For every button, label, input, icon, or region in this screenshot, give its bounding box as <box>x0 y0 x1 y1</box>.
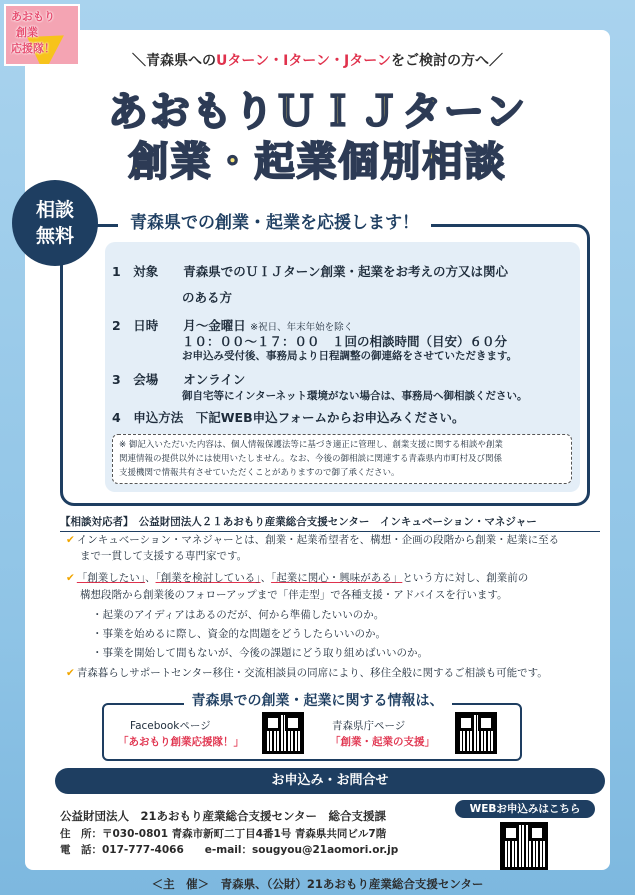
item-2: 2 日時 月～金曜日 ※祝日、年末年始を除く <box>112 318 354 333</box>
check-icon: ✔ <box>66 534 75 546</box>
facebook-link[interactable]: 「あおもり創業応援隊！」 <box>118 736 244 748</box>
subtitle: 青森県での創業・起業を応援します！ <box>118 208 431 233</box>
check-3: ✔ 青森暮らしサポートセンター移住・交流相談員の同席により、移住全般に関するご相談も可能です。 <box>66 667 548 679</box>
logo <box>4 4 80 66</box>
org-name: 公益財団法人 21あおもり産業総合支援センター 総合支援課 <box>60 809 387 823</box>
privacy-note: ※ 御記入いただいた内容は、個人情報保護法等に基づき適正に管理し、創業支援に関する相談や創業 関連情報の提供以外には使用いたしません。なお、今後の御相談に関連する青森県内市町村及び関係 支援機関で情報共有させていただくことがありますので御了承ください。 <box>112 434 572 484</box>
check-2: ✔ 「創業したい」、「創業を検討している」、「起業に関心・興味がある」という方に対し、創業前の <box>66 572 529 584</box>
pref-qr-code[interactable] <box>455 712 497 754</box>
pref-label: 青森県庁ページ <box>332 720 406 732</box>
item-2-time: １０：００～１７：００ １回の相談時間（目安）６０分 <box>182 334 508 349</box>
facebook-label: Facebookページ <box>130 720 211 732</box>
check-1-cont: まで一貫して支援する専門家です。 <box>80 550 248 562</box>
footer-organizer: ＜主 催＞ 青森県、（公財）21あおもり産業総合支援センター <box>151 877 484 891</box>
logo-text-2: 創業 <box>16 26 38 39</box>
title-line-1: あおもりＵＩＪターン <box>107 89 528 135</box>
org-phone: 電 話：017-777-4066 e-mail：sougyou@21aomori.or.jp <box>60 844 399 856</box>
item-4: 4 申込方法 下記WEB申込フォームからお申込みください。 <box>112 410 465 425</box>
tagline: ＼青森県へのUターン・Iターン・Jターンをご検討の方へ／ <box>132 53 503 69</box>
facebook-qr-code[interactable] <box>262 712 304 754</box>
apply-contact-bar: お申込み・お問合せ <box>55 768 605 794</box>
web-apply-qr-code[interactable] <box>500 822 548 870</box>
consultant-header: 【相談対応者】 公益財団法人２１あおもり産業総合支援センター インキュベーション・マネジャー <box>60 514 600 532</box>
bullet-2: ・事業を始めるに際し、資金的な問題をどうしたらいいのか。 <box>92 628 386 640</box>
item-3: 3 会場 オンライン <box>112 372 246 387</box>
web-apply-button[interactable]: WEBお申込みはこちら <box>455 800 595 818</box>
check-icon: ✔ <box>66 667 75 679</box>
bullet-1: ・起業のアイディアはあるのだが、何から準備したいいのか。 <box>92 609 385 621</box>
item-1-cont: のある方 <box>182 290 233 305</box>
org-address: 住 所：〒030-0801 青森市新町二丁目4番1号 青森県共同ビル7階 <box>60 828 387 840</box>
pref-link[interactable]: 「創業・起業の支援」 <box>330 736 435 748</box>
item-3-sub: 御自宅等にインターネット環境がない場合は、事務局へ御相談ください。 <box>182 390 528 402</box>
item-2-sub: お申込み受付後、事務局より日程調整の御連絡をさせていただきます。 <box>182 350 518 362</box>
logo-text-3: 応援隊！ <box>11 42 55 55</box>
check-1: ✔ インキュベーション・マネジャーとは、創業・起業希望者を、構想・企画の段階から創業・起業に至る <box>66 534 560 546</box>
item-1: 1 対象 青森県でのＵＩＪターン創業・起業をお考えの方又は関心 <box>112 264 509 279</box>
info-title: 青森県での創業・起業に関する情報は、 <box>0 690 635 710</box>
free-badge: 相談 無料 <box>12 180 98 266</box>
check-2-cont: 構想段階から創業後のフォローアップまで「伴走型」で各種支援・アドバイスを行います。 <box>80 589 508 601</box>
logo-text-1: あおもり <box>11 10 55 23</box>
title-line-2: 創業・起業個別相談 <box>128 139 507 185</box>
check-icon: ✔ <box>66 572 75 584</box>
bullet-3: ・事業を開始して間もないが、今後の課題にどう取り組めばいいのか。 <box>92 647 428 659</box>
